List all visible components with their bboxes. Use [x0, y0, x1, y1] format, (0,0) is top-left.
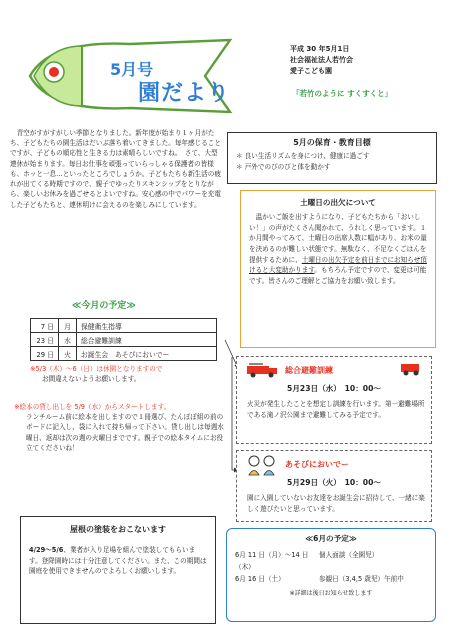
header-info	[290, 44, 353, 78]
saturday-body-part: 。もちろん予定ですので、変更は可能です。皆さんのご理解とご協力をお願い致します。	[249, 266, 427, 286]
table-row	[31, 319, 217, 333]
fire-truck-icon	[245, 361, 279, 379]
fire-drill-body: 火災が発生したことを想定し訓練を行います。第一避難場所である滝ノ沢公園まで避難してみる予定です。	[247, 400, 425, 419]
saturday-attendance-box	[240, 190, 436, 348]
issue-month: 5月号	[110, 60, 154, 79]
table-row	[31, 333, 217, 347]
june-schedule-box	[226, 528, 436, 622]
book-note-red: ※絵本の貸し出しを 5/9（水）からスタートします。	[14, 403, 171, 411]
children-icon	[245, 454, 281, 476]
saturday-body-part: 温かいご飯を出すようになり、子どもたちから「おいしい！」の声がたくさん聞かれて、うれしく思っています。１か月間やってみて、土曜日の出席人数に幅があり、お米の量を決めるのが難しい状態です。無駄なく、不足なくごはんを提供するために、	[249, 213, 427, 264]
issue-date: 平成 30 年5月1日	[290, 45, 350, 53]
june-event: 参観日（3,4,5 歳児）午前中	[319, 574, 404, 583]
book-lending-note	[14, 402, 229, 453]
holiday-note	[30, 364, 162, 384]
roof-text: 、業者が入り足場を組んで塗装してもらいます。登降園時には十分注意してください。また、この期間は園庭を使用できませんのでよろしくお願いします。	[29, 546, 207, 576]
schedule-day: 7 日	[31, 319, 59, 333]
saturday-body-underlined: 土曜日の出欠予定を前日までにお知らせ頂けると大変助かります	[249, 255, 427, 275]
goal-item: ＊ 戸外でのびのびと体を動かす	[236, 162, 331, 171]
fire-drill-title: 総合避難訓練	[285, 366, 333, 375]
list-item	[235, 574, 427, 586]
monthly-goals-box	[227, 132, 437, 184]
greeting-text: 青空がすがすがしい季節となりました。新年度が始まり１ヶ月がたち、子どもたちの園生活はだいぶ落ち着いてきました。毎年感じることですが、子どもの順応性と生きる力は素晴らしいですね。 さて、大型連休が始まります。毎日お仕事を頑張っていらっしゃる保護者の皆様も、ホッと一息…といったところでしょうか。子どもたちも新生活の疲れが出てくる時期ですので、親子でゆったりスキンシップをとりながら、楽しいお休みを過ごせるとよいですね。安心感の中でパワーを充電した子どもたちと、連休明けに会えるのを楽しみにしています。	[10, 129, 221, 209]
schedule-weekday: 月	[59, 319, 77, 333]
roof-dates: 4/29～5/6	[29, 546, 64, 554]
list-item	[235, 550, 427, 574]
schedule-title: ≪今月の予定≫	[72, 301, 136, 311]
june-title: ≪6月の予定≫	[305, 534, 357, 543]
june-note: ※詳細は後日お知らせ致します	[289, 589, 373, 597]
june-event: 個人面談（全園児）	[319, 551, 379, 559]
organization-name: 社会福祉法人若竹会	[290, 56, 353, 65]
saturday-title: 土曜日の出欠について	[300, 198, 376, 207]
schedule-event: お誕生会 あそびにおいでー	[77, 347, 217, 361]
table-row	[31, 347, 217, 361]
fire-truck-icon	[399, 359, 423, 377]
book-note-body: ランチルーム前に絵本を出しますので１冊選び、たんぽぽ組の前のボードに記入し、袋に入れて持ち帰って下さい。貸し出しは毎週水曜日、返却は次の週の火曜日までです。親子での絵本タイムにお役立てくださいね！	[26, 413, 224, 452]
saturday-body	[249, 212, 427, 287]
play-day-title: あそびにおいでー	[285, 460, 349, 469]
goals-title: 5月の保育・教育目標	[293, 138, 371, 147]
goal-item: ＊ 良い生活リズムを身につけ、健康に過ごす	[236, 152, 370, 160]
play-day-box	[236, 450, 432, 522]
roof-body	[29, 545, 207, 577]
schedule-weekday: 火	[59, 347, 77, 361]
roof-title: 屋根の塗装をおこないます	[70, 525, 166, 534]
school-name: 愛子こども園	[290, 67, 332, 76]
play-day-body: 園に入園していないお友達をお誕生会に招待して、一緒に楽しく遊びたいと思っています。	[247, 494, 425, 513]
holiday-note-red: ※5/3（木）～6（日）は休園となりますので	[30, 365, 163, 373]
fire-drill-box	[236, 356, 432, 444]
schedule-weekday: 水	[59, 333, 77, 347]
june-date: 6月 16 日（土）	[235, 574, 285, 583]
june-date: 6月 11 日（月）～14 日（木）	[235, 551, 309, 571]
schedule-day: 23 日	[31, 333, 59, 347]
schedule-day: 29 日	[31, 347, 59, 361]
newsletter-title: 園だより	[138, 81, 231, 106]
play-day-date: 5月29日（火） 10：00～	[287, 478, 381, 487]
schedule-table	[30, 318, 217, 361]
holiday-note-text: お間違えないようお願いします。	[42, 375, 141, 384]
slogan: 「若竹のように すくすくと」	[292, 89, 393, 98]
roof-painting-box	[20, 516, 216, 624]
schedule-event: 総合避難訓練	[77, 333, 217, 347]
schedule-event: 保健衛生指導	[77, 319, 217, 333]
fire-drill-date: 5月23日（水） 10：00～	[287, 384, 381, 393]
